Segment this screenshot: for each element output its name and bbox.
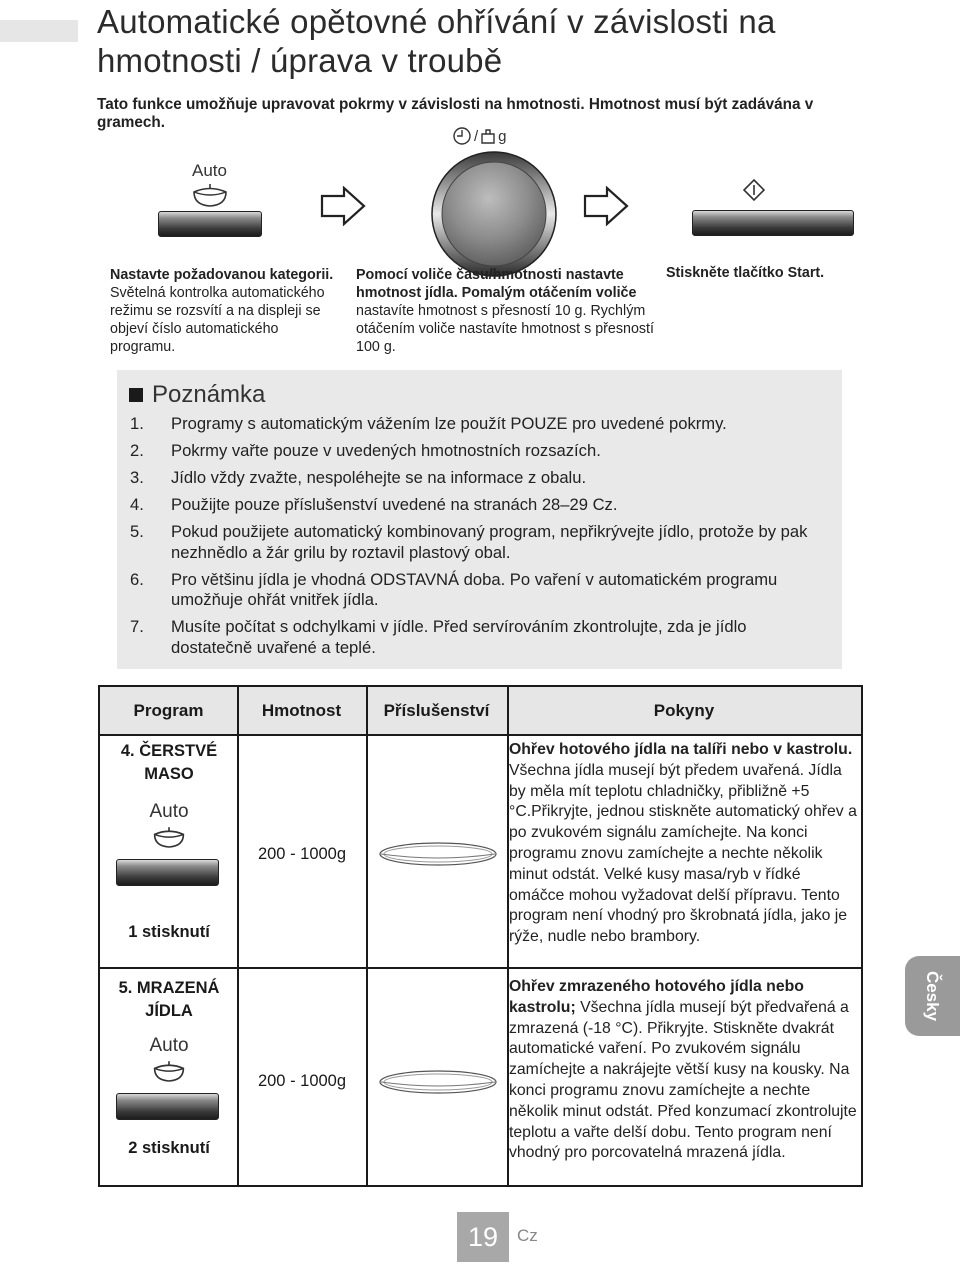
- glass-tray-icon: [377, 1068, 499, 1096]
- list-item-text: Jídlo vždy zvažte, nespoléhejte se na informace z obalu.: [171, 468, 587, 487]
- list-item-text: Programy s automatickým vážením lze použít POUZE pro uvedené pokrmy.: [171, 414, 727, 433]
- start-icon: [743, 179, 765, 201]
- list-item-num: 5.: [130, 522, 144, 541]
- list-item-num: 4.: [130, 495, 144, 514]
- list-item-text: Použijte pouze příslušenství uvedené na stranách 28–29 Cz.: [171, 495, 618, 514]
- step-1-bold: Nastavte požadovanou kategorii.: [110, 267, 334, 283]
- arrow-right-icon: [583, 186, 629, 226]
- list-item-text: Pokud použijete automatický kombinovaný program, nepřikrývejte jídlo, protože by pak nezhnědlo a žár grilu by roztavil plastový obal.: [171, 522, 808, 562]
- row-2-program: 5. MRAZENÁ JÍDLA: [118, 979, 220, 1020]
- header-instructions: Pokyny: [653, 700, 715, 720]
- step-2-bold: Pomocí voliče času/hmotnosti nastavte hmotnost jídla. Pomalým otáčením voliče: [356, 267, 637, 301]
- list-item: [130, 570, 820, 611]
- language-tab-label: Česky: [923, 970, 942, 1022]
- weight-icon: [480, 127, 496, 145]
- list-item-num: 2.: [130, 441, 144, 460]
- list-item: [130, 522, 820, 563]
- list-item: [130, 414, 820, 435]
- note-title: Poznámka: [152, 381, 266, 408]
- list-item: [130, 468, 820, 489]
- glass-tray-icon: [377, 840, 499, 868]
- row-1-instr-text: Všechna jídla musejí být předem uvařená. Jídla by měla mít teplotu chladničky, přibližně +5 °C.Přikryjte, jednou stiskněte automatický ohřev a po zvukovém signálu zamíchejte. Na konci programu znovu zamíchejte a nechte několik minut odstát. Velké kusy masa/ryb v řídké omáčce mohou vyžadovat delší přípravu. Tento program není vhodný pro škrobnatá jídla, jako je rýže, nudle nebo brambory.: [509, 761, 857, 946]
- row-2-auto-label: Auto: [149, 1035, 189, 1056]
- divider: [366, 687, 368, 736]
- list-item-num: 7.: [130, 617, 144, 636]
- row-1-presses: 1 stisknutí: [128, 923, 210, 941]
- row-1-instructions: [509, 740, 859, 948]
- row-2-instructions: [509, 977, 859, 1164]
- row-2-presses: 2 stisknutí: [128, 1139, 210, 1157]
- step-2-text: [356, 266, 656, 356]
- divider: [507, 687, 509, 736]
- program-table: [98, 685, 863, 1187]
- list-item-num: 6.: [130, 569, 144, 589]
- dial-label-unit: g: [498, 127, 507, 145]
- list-item-text: Pro většinu jídla je vhodná ODSTAVNÁ doba. Po vaření v automatickém programu umožňuje ohřát vnitřek jídla.: [171, 569, 778, 609]
- table-header: [100, 687, 861, 736]
- header-weight: Hmotnost: [261, 700, 342, 720]
- note-header: [129, 381, 265, 409]
- list-item: [130, 495, 820, 516]
- page-language: Cz: [517, 1226, 538, 1245]
- auto-bowl-icon: [151, 1060, 187, 1084]
- list-item-num: 3.: [130, 468, 144, 487]
- divider: [507, 736, 509, 1185]
- step-3-text: Stiskněte tlačítko Start.: [666, 265, 825, 281]
- clock-icon: [452, 126, 472, 146]
- page-title: Automatické opětovné ohřívání v závislosti na hmotnosti / úprava v troubě: [97, 3, 776, 79]
- row-1-program: 4. ČERSTVÉ MASO: [120, 742, 218, 783]
- arrow-right-icon: [320, 186, 366, 226]
- row-1-instr-bold: Ohřev hotového jídla na talíři nebo v kastrolu.: [509, 741, 853, 758]
- auto-bowl-icon: [151, 826, 187, 850]
- row-separator: [100, 967, 861, 969]
- step-2-body: nastavíte hmotnost s přesností 10 g. Rychlým otáčením voliče nastavíte hmotnost s přesností 100 g.: [356, 303, 655, 355]
- time-weight-dial[interactable]: [430, 150, 558, 278]
- divider: [237, 687, 239, 736]
- auto-button[interactable]: [116, 1093, 219, 1120]
- corner-bar: [0, 20, 78, 42]
- note-list: [130, 414, 820, 665]
- page-number: 19: [457, 1212, 509, 1262]
- intro-text: Tato funkce umožňuje upravovat pokrmy v závislosti na hmotnosti. Hmotnost musí být zadávána v gramech.: [97, 96, 814, 131]
- divider: [366, 736, 368, 1185]
- dial-label-sep: /: [474, 127, 479, 145]
- row-2-instr-text: Všechna jídla musejí být předvařená a zmrazená (-18 °C). Přikryjte. Stiskněte dvakrát automatické vaření. Po zvukovém signálu zamíchejte a nakrájejte větší kusy na kousky. Na konci programu znovu zamíchejte a nechte několik minut odstát. Před konzumací zkontrolujte teplotu a vařte delší dobu. Tento program není vhodný pro porcovatelná mrazená jídla.: [509, 998, 857, 1162]
- list-item: [130, 441, 820, 462]
- language-tab[interactable]: [905, 956, 960, 1036]
- list-item-num: 1.: [130, 414, 144, 433]
- step-1-body: Světelná kontrolka automatického režimu se rozsvítí a na displeji se objeví číslo automatického programu.: [110, 285, 325, 355]
- auto-bowl-icon: [190, 183, 230, 209]
- row-1-auto-label: Auto: [149, 801, 189, 822]
- header-program: Program: [133, 700, 204, 720]
- note-square-icon: [129, 388, 143, 402]
- row-1-weight: 200 - 1000g: [257, 845, 347, 863]
- auto-button[interactable]: [158, 211, 262, 237]
- header-accessory: Příslušenství: [383, 700, 490, 720]
- row-2-instr-bold: Ohřev zmrazeného hotového jídla nebo kastrolu;: [509, 978, 804, 1016]
- step-1-text: [110, 266, 340, 356]
- list-item-text: Musíte počítat s odchylkami v jídle. Před servírováním zkontrolujte, zda je jídlo dostatečně uvařené a teplé.: [171, 617, 747, 657]
- auto-label: Auto: [192, 161, 227, 180]
- dial-label: [452, 126, 507, 146]
- list-item-text: Pokrmy vařte pouze v uvedených hmotnostních rozsazích.: [171, 441, 601, 460]
- start-button[interactable]: [692, 210, 854, 236]
- auto-button[interactable]: [116, 859, 219, 886]
- divider: [237, 736, 239, 1185]
- list-item: [130, 617, 820, 658]
- row-2-weight: 200 - 1000g: [257, 1072, 347, 1090]
